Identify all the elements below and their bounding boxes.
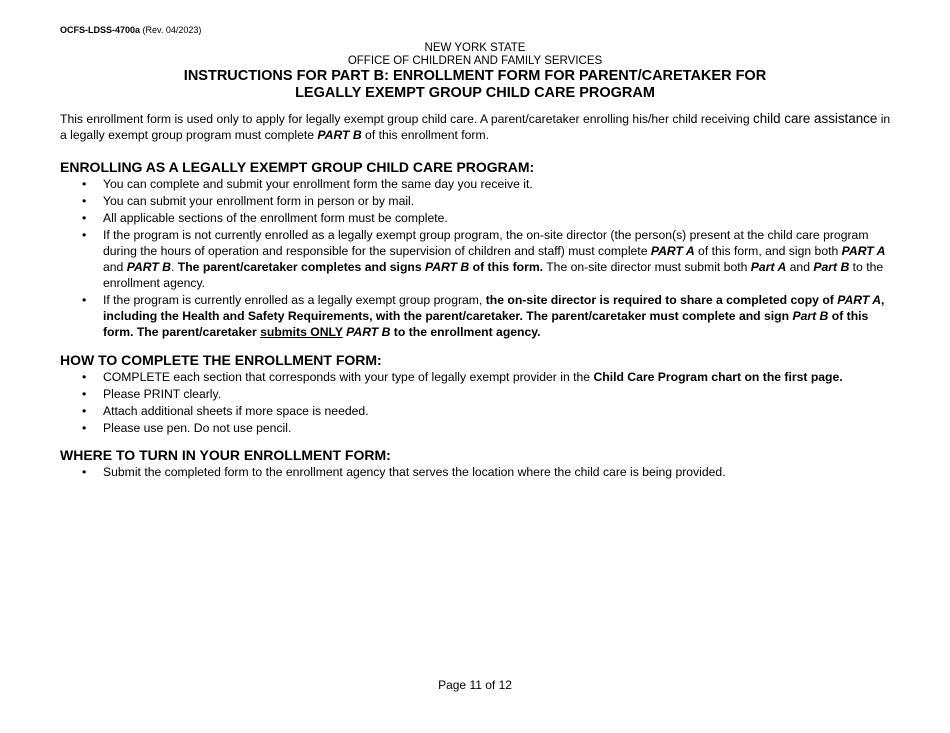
where-to-turn-in-list [60,464,892,480]
how-to-complete-heading: HOW TO COMPLETE THE ENROLLMENT FORM: [60,352,382,368]
part-reference: Part A [750,260,787,274]
bullet: • [82,387,87,401]
agency-name: OFFICE OF CHILDREN AND FAMILY SERVICES [347,55,603,67]
list-item-text: The on-site director must submit both [543,260,751,274]
list-item [60,292,892,340]
emphasis-text: The parent/caretaker completes and signs [177,260,425,274]
list-item [60,386,892,402]
list-item-text: Attach additional sheets if more space is needed. [103,404,369,418]
intro-text: This enrollment form is used only to apply for legally exempt group child care. A parent/caretaker enrolling his/her child receiving [60,112,754,126]
part-reference: PART B [126,260,171,274]
where-to-turn-in-heading: WHERE TO TURN IN YOUR ENROLLMENT FORM: [60,447,391,463]
list-item [60,369,892,385]
bullet: • [82,194,87,208]
submits-only-text: submits ONLY [260,325,343,339]
part-reference: PART B [346,325,391,339]
list-item-text: If the program is not currently enrolled as a legally exempt group program, the on-site director (the person(s) present at the child care program during the hours of operation and responsible for the supervision of children and staff) must complete [103,228,869,258]
form-number: OCFS-LDSS-4700a [60,25,141,35]
list-item-text: If the program is currently enrolled as a legally exempt group program, [103,293,486,307]
emphasis-text: of this form. The parent/caretaker [103,309,869,339]
list-item [60,403,892,419]
part-reference: PART B [425,260,470,274]
list-item-text: You can complete and submit your enrollment form the same day you receive it. [103,177,533,191]
list-item [60,420,892,436]
intro-paragraph [60,111,892,143]
part-reference: Part B [792,309,829,323]
list-item-text: of this form, and sign both [694,244,842,258]
list-item [60,227,892,291]
bullet: • [82,465,87,479]
part-reference: PART A [841,244,886,258]
list-item-text: You can submit your enrollment form in person or by mail. [103,194,415,208]
list-item-text: Please PRINT clearly. [103,387,222,401]
list-item [60,193,892,209]
bullet: • [82,421,87,435]
enrolling-list [60,176,892,340]
bullet: • [82,177,87,191]
emphasis-text: to the enrollment agency. [390,325,541,339]
bullet: • [82,370,87,384]
how-to-complete-list [60,369,892,436]
instructions-body [60,111,892,480]
list-item-text: and [103,260,127,274]
intro-text: of this enrollment form. [361,128,490,142]
list-item-text: to the enrollment agency. [103,260,884,290]
intro-text: in a legally exempt group program must complete [60,112,891,142]
enrolling-heading: ENROLLING AS A LEGALLY EXEMPT GROUP CHILD CARE PROGRAM: [60,159,535,175]
list-item-text: . [170,260,178,274]
intro-part-b: PART B [317,128,362,142]
bullet: • [82,404,87,418]
list-item-text: Please use pen. Do not use pencil. [103,421,292,435]
document-header [0,42,950,102]
emphasis-text: of this form. [469,260,544,274]
form-id [60,25,201,35]
page-title-line2: LEGALLY EXEMPT GROUP CHILD CARE PROGRAM [295,85,655,101]
list-item [60,464,892,480]
list-item-text: Submit the completed form to the enrollment agency that serves the location where the child care is being provided. [103,465,726,479]
list-item-text: COMPLETE each section that corresponds with your type of legally exempt provider in the [103,370,594,384]
list-item [60,176,892,192]
emphasis-text: Child Care Program chart on the first page. [593,370,843,384]
state-name: NEW YORK STATE [424,42,526,54]
bullet: • [82,228,87,242]
bullet: • [82,211,87,225]
list-item-text: and [786,260,814,274]
part-reference: PART A [650,244,695,258]
emphasis-text: , including the Health and Safety Requirements, with the parent/caretaker. The parent/caretaker must complete and sign [103,293,885,323]
part-reference: Part B [813,260,850,274]
form-revision: (Rev. 04/2023) [142,25,202,35]
intro-text: child care assistance [753,111,878,126]
emphasis-text: the on-site director is required to share a completed copy of [485,293,838,307]
list-item [60,210,892,226]
bullet: • [82,293,87,307]
page-number: Page 11 of 12 [438,678,512,692]
part-reference: PART A [837,293,882,307]
list-item-text: All applicable sections of the enrollment form must be complete. [103,211,448,225]
page-title-line1: INSTRUCTIONS FOR PART B: ENROLLMENT FORM FOR PARENT/CARETAKER FOR [183,68,767,84]
